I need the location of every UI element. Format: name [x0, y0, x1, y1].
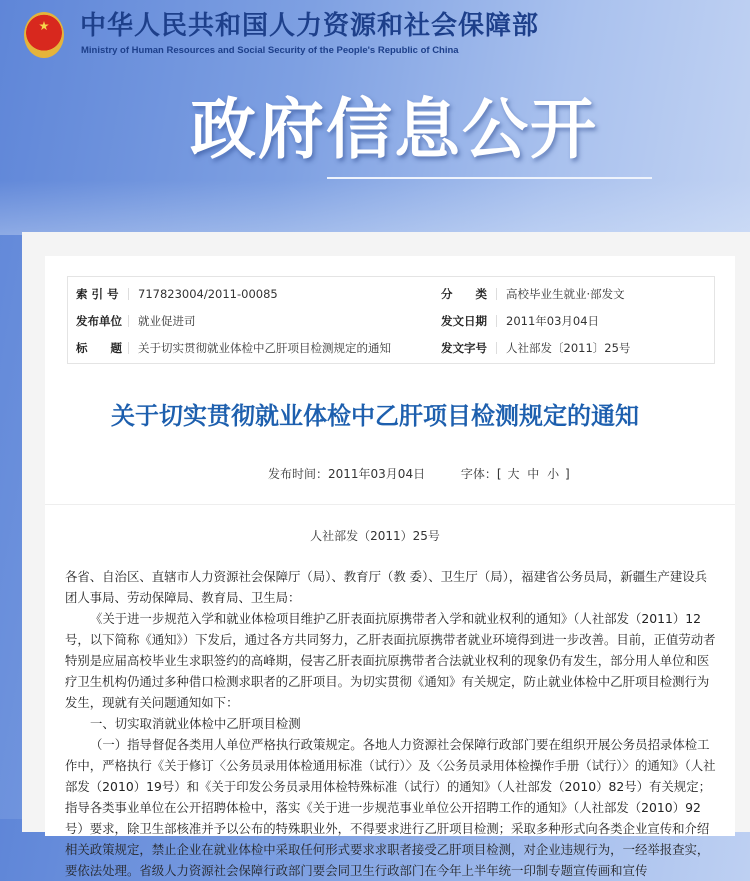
- article-title: 关于切实贯彻就业体检中乙肝项目检测规定的通知: [111, 402, 639, 430]
- banner-title: 政府信息公开: [190, 91, 598, 168]
- font-medium-button[interactable]: 中: [527, 467, 540, 481]
- meta-row: [68, 312, 714, 330]
- banner-background: [0, 180, 750, 235]
- divider: [45, 504, 735, 505]
- docno-value: 人社部发〔2011〕25号: [506, 341, 631, 355]
- separator: [128, 315, 129, 327]
- article-body: [65, 566, 717, 881]
- font-size-switcher: [461, 467, 570, 481]
- docno-label: 发文字号: [441, 341, 487, 355]
- document-number: 人社部发（2011）25号: [310, 529, 440, 543]
- separator: [128, 342, 129, 354]
- separator: [496, 315, 497, 327]
- font-large-button[interactable]: 大: [507, 467, 520, 481]
- banner-divider: [327, 177, 652, 179]
- index-label: 索 引 号: [76, 287, 119, 301]
- date-value: 2011年03月04日: [506, 314, 600, 328]
- font-size-label: 字体：[: [460, 467, 502, 481]
- separator: [128, 288, 129, 300]
- category-value: 高校毕业生就业·部发文: [506, 287, 625, 301]
- meta-row: [68, 285, 714, 303]
- publisher-value: 就业促进司: [138, 314, 196, 328]
- separator: [496, 288, 497, 300]
- national-emblem-icon: [24, 12, 64, 58]
- separator: [496, 342, 497, 354]
- paragraph: （一）指导督促各类用人单位严格执行政策规定。各地人力资源社会保障行政部门要在组织开展公务员招录体检工作中，严格执行《关于修订〈公务员录用体检通用标准（试行）〉及〈公务员录用体检操作手册（试行）〉的通知》（人社部发（2010）19号）和《关于印发公务员录用体检特殊标准（试行）的通知》（人社部发（2010）82号）有关规定；指导各类事业单位在公开招聘体检中，落实《关于进一步规范事业单位公开招聘工作的通知》（人社部发（2010）92号）要求，除卫生部核准并予以公布的特殊职业外，不得要求进行乙肝项目检测；采取多种形式向各类企业宣传和介绍相关政策规定，禁止企业在就业体检中采取任何形式要求求职者接受乙肝项目检测，对企业违规行为，一经举报查实，要依法处理。省级人力资源社会保障行政部门要会同卫生行政部门在今年上半年统一印制专题宣传画和宣传: [65, 737, 716, 878]
- document-meta-table: [67, 276, 715, 364]
- index-value: 717823004/2011-00085: [138, 287, 278, 301]
- title-value: 关于切实贯彻就业体检中乙肝项目检测规定的通知: [138, 341, 391, 355]
- font-size-close: ]: [564, 467, 570, 481]
- publish-time: 发布时间：2011年03月04日: [268, 467, 426, 481]
- category-label: 分 类: [441, 287, 487, 301]
- site-name-cn[interactable]: 中华人民共和国人力资源和社会保障部: [80, 11, 540, 41]
- site-header: [0, 0, 750, 60]
- site-name-en: Ministry of Human Resources and Social Security of the People's Republic of China: [81, 45, 459, 56]
- date-label: 发文日期: [441, 314, 487, 328]
- publish-info: [268, 465, 570, 483]
- paragraph: 《关于进一步规范入学和就业体检项目维护乙肝表面抗原携带者入学和就业权利的通知》（人社部发（2011）12号，以下简称《通知》）下发后，通过各方共同努力，乙肝表面抗原携带者就业环境得到进一步改善。目前，正值劳动者特别是应届高校毕业生求职签约的高峰期，侵害乙肝表面抗原携带者合法就业权利的现象仍有发生，部分用人单位和医疗卫生机构仍通过多种借口检测求职者的乙肝项目。为切实贯彻《通知》有关规定，防止就业体检中乙肝项目检测行为发生，现就有关问题通知如下：: [65, 611, 716, 710]
- publisher-label: 发布单位: [76, 314, 122, 328]
- paragraph: 各省、自治区、直辖市人力资源社会保障厅（局）、教育厅（教 委）、卫生厅（局），福建省公务员局，新疆生产建设兵团人事局、劳动保障局、教育局、卫生局：: [65, 569, 708, 605]
- meta-row: [68, 339, 714, 357]
- section-heading: 一、切实取消就业体检中乙肝项目检测: [90, 716, 301, 731]
- title-label: 标 题: [76, 341, 122, 355]
- star-icon: [39, 21, 49, 31]
- font-small-button[interactable]: 小: [547, 467, 560, 481]
